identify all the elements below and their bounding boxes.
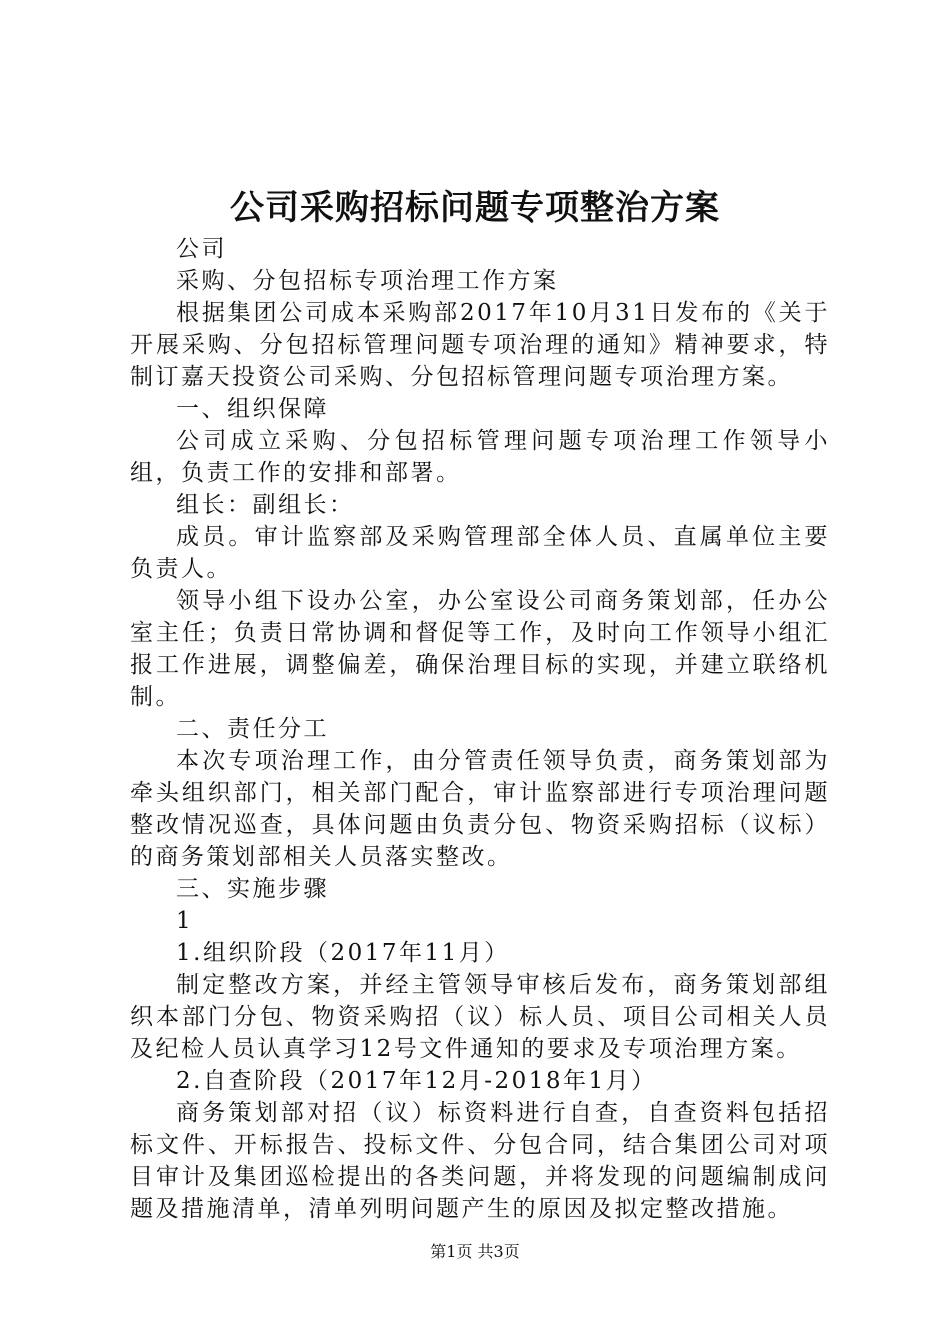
paragraph-subtitle: 采购、分包招标专项治理工作方案	[176, 268, 559, 294]
section-heading-responsibility: 二、责任分工	[176, 716, 329, 742]
paragraph-organize: 制定整改方案，并经主管领导审核后发布，商务策划部组织本部门分包、物资采购招（议）标人员、项目公司相关人员及纪检人员认真学习12号文件通知的要求及专项治理方案。	[130, 972, 830, 1062]
paragraph-step-number: 1	[176, 908, 194, 934]
section-heading-steps: 三、实施步骤	[176, 876, 329, 902]
document-body	[130, 233, 830, 1225]
paragraph-leaders: 组长：副组长：	[176, 492, 355, 518]
step-heading-organize: 1.组织阶段（2017年11月）	[176, 940, 510, 966]
paragraph-company: 公司	[176, 236, 227, 262]
step-heading-self-check: 2.自查阶段（2017年12月-2018年1月）	[176, 1068, 657, 1094]
section-heading-organization: 一、组织保障	[176, 396, 329, 422]
paragraph-members: 成员。审计监察部及采购管理部全体人员、直属单位主要负责人。	[130, 524, 830, 582]
paragraph-responsibility: 本次专项治理工作，由分管责任领导负责，商务策划部为牵头组织部门，相关部门配合，审计监察部进行专项治理问题整改情况巡查，具体问题由负责分包、物资采购招标（议标）的商务策划部相关人员落实整改。	[130, 748, 830, 870]
paragraph-intro: 根据集团公司成本采购部2017年10月31日发布的《关于开展采购、分包招标管理问题专项治理的通知》精神要求，特制订嘉天投资公司采购、分包招标管理问题专项治理方案。	[130, 300, 830, 390]
page-footer: 第1页 共3页	[430, 1242, 520, 1261]
paragraph-leading-group: 公司成立采购、分包招标管理问题专项治理工作领导小组，负责工作的安排和部署。	[130, 428, 830, 486]
paragraph-office: 领导小组下设办公室，办公室设公司商务策划部，任办公室主任；负责日常协调和督促等工作，及时向工作领导小组汇报工作进展，调整偏差，确保治理目标的实现，并建立联络机制。	[130, 588, 830, 710]
document-title: 公司采购招标问题专项整治方案	[230, 188, 720, 228]
paragraph-self-check: 商务策划部对招（议）标资料进行自查，自查资料包括招标文件、开标报告、投标文件、分包合同，结合集团公司对项目审计及集团巡检提出的各类问题，并将发现的问题编制成问题及措施清单，清单列明问题产生的原因及拟定整改措施。	[130, 1100, 830, 1222]
